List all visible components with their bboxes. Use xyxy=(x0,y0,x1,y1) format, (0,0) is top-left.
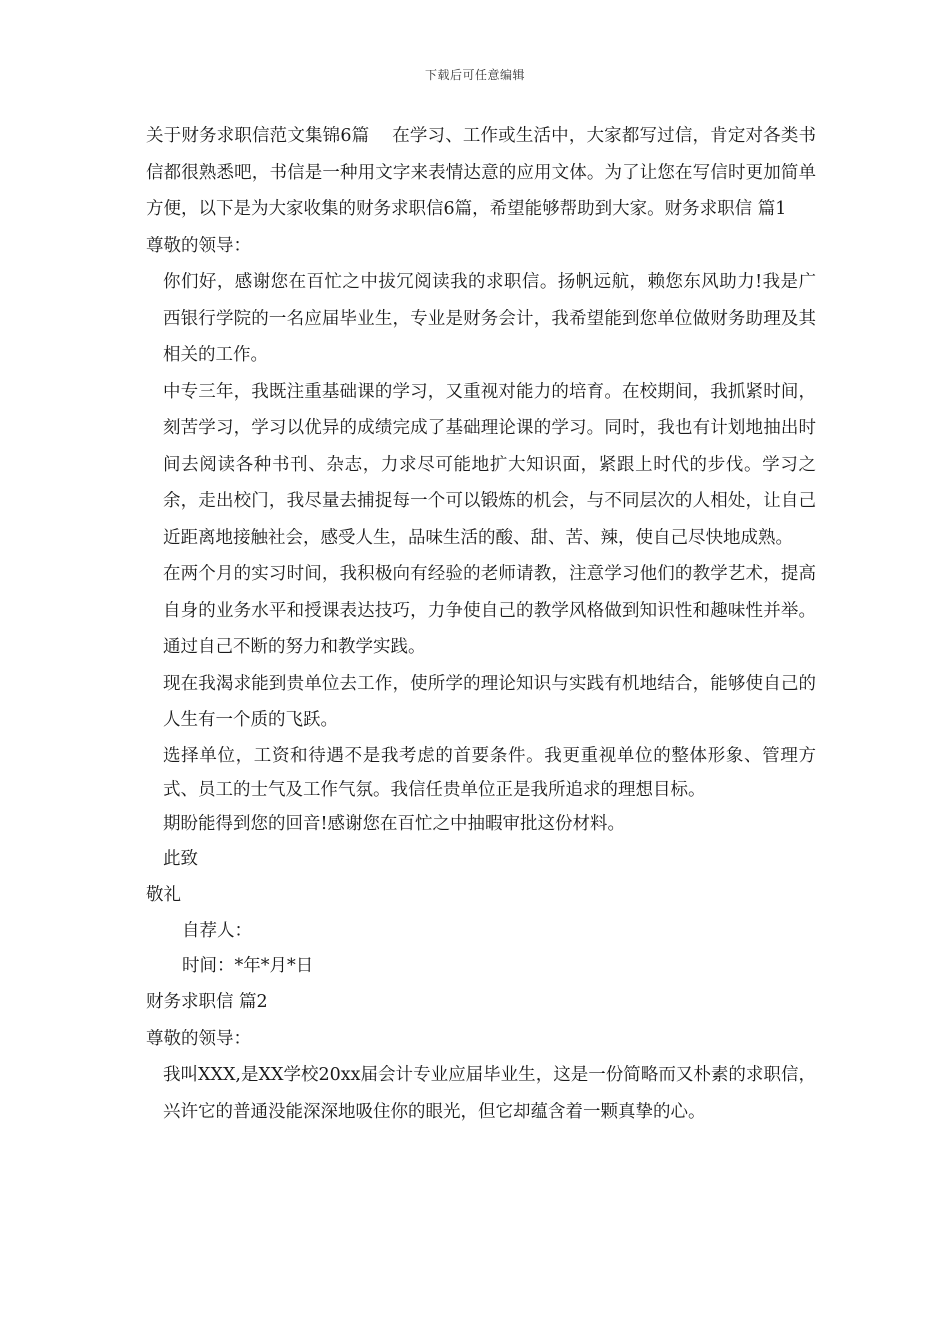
date-line: 时间：*年*月*日 xyxy=(182,955,314,976)
document-body xyxy=(146,118,816,1130)
intro-paragraph: 关于财务求职信范文集锦6篇 在学习、工作或生活中，大家都写过信，肯定对各类书信都很熟悉吧，书信是一种用文字来表情达意的应用文体。为了让您在写信时更加简单方便，以下是为大家收集的财务求职信6篇，希望能够帮助到大家。财务求职信 篇1 xyxy=(146,126,816,219)
closing-line-1: 此致 xyxy=(163,848,198,869)
body-paragraph-4: 现在我渴求能到贵单位去工作，使所学的理论知识与实践有机地结合，能够使自己的人生有一个质的飞跃。 xyxy=(163,673,816,730)
body-paragraph-3: 在两个月的实习时间，我积极向有经验的老师请教，注意学习他们的教学艺术，提高自身的业务水平和授课表达技巧，力争使自己的教学风格做到知识性和趣味性并举。通过自己不断的努力和教学实践。 xyxy=(163,564,816,657)
body-paragraph-6: 期盼能得到您的回音!感谢您在百忙之中抽暇审批这份材料。 xyxy=(163,813,626,834)
signer-line: 自荐人： xyxy=(182,920,252,941)
closing-line-2: 敬礼 xyxy=(146,885,181,905)
body-paragraph-2: 中专三年，我既注重基础课的学习，又重视对能力的培育。在校期间，我抓紧时间，刻苦学习，学习以优异的成绩完成了基础理论课的学习。同时，我也有计划地抽出时间去阅读各种书刊、杂志，力求尽可能地扩大知识面，紧跟上时代的步伐。学习之余，走出校门，我尽量去捕捉每一个可以锻炼的机会，与不同层次的人相处，让自己近距离地接触社会，感受人生，品味生活的酸、甜、苦、辣，使自己尽快地成熟。 xyxy=(163,381,816,548)
salutation-2: 尊敬的领导： xyxy=(146,1028,251,1049)
section-title-2: 财务求职信 篇2 xyxy=(146,992,268,1012)
salutation: 尊敬的领导： xyxy=(146,235,251,256)
page-header: 下载后可任意编辑 xyxy=(424,68,525,82)
body-paragraph-5: 选择单位，工资和待遇不是我考虑的首要条件。我更重视单位的整体形象、管理方式、员工的士气及工作气氛。我信任贵单位正是我所追求的理想目标。 xyxy=(163,745,816,800)
body-paragraph-7: 我叫XXX,是XX学校20xx届会计专业应届毕业生，这是一份简略而又朴素的求职信，兴许它的普通没能深深地吸住你的眼光，但它却蕴含着一颗真挚的心。 xyxy=(163,1065,816,1122)
body-paragraph-1: 你们好，感谢您在百忙之中拔冗阅读我的求职信。扬帆远航，赖您东风助力!我是广西银行学院的一名应届毕业生，专业是财务会计，我希望能到您单位做财务助理及其相关的工作。 xyxy=(163,272,816,365)
